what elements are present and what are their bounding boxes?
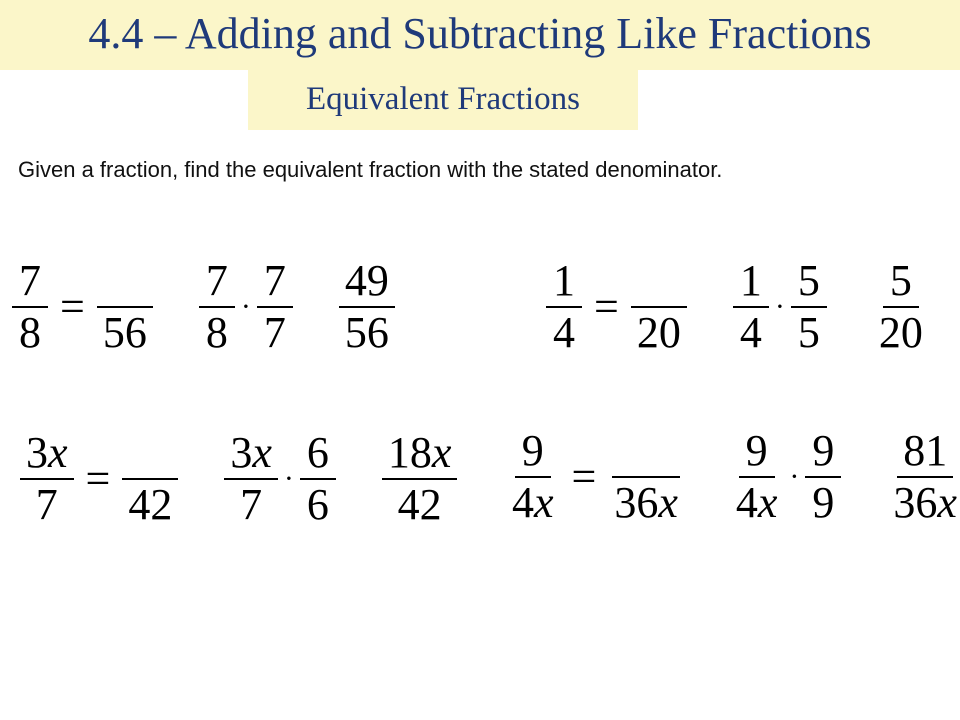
denominator: 4 [553, 308, 575, 357]
answer-fraction [382, 428, 458, 530]
multiplier-fraction [257, 256, 293, 358]
blank-numerator [122, 428, 178, 480]
numerator: 9 [739, 426, 775, 478]
given-fraction [546, 256, 582, 358]
denominator: 36x [893, 478, 957, 527]
denominator: 42 [397, 480, 442, 529]
given-fraction [224, 428, 278, 530]
numerator: 49 [339, 256, 395, 308]
target-fraction [631, 256, 687, 358]
given-fraction [733, 256, 769, 358]
denominator: 4x [735, 478, 778, 527]
blank-numerator [97, 256, 153, 308]
answer-fraction [339, 256, 395, 358]
denominator: 7 [263, 308, 286, 357]
given-fraction [730, 426, 784, 528]
numerator: 1 [733, 256, 769, 308]
denominator: 20 [878, 308, 923, 357]
denominator: 7 [35, 480, 58, 529]
numerator: 1 [546, 256, 582, 308]
denominator: 4 [739, 308, 762, 357]
multiplier-fraction [300, 428, 336, 530]
numerator: 7 [199, 256, 235, 308]
denominator: 36x [614, 478, 678, 527]
denominator: 6 [306, 480, 329, 529]
numerator: 9 [515, 426, 551, 478]
given-fraction [12, 256, 48, 358]
target-fraction [608, 426, 684, 528]
numerator: 7 [12, 256, 48, 308]
denominator: 5 [797, 308, 820, 357]
equals-sign: = [60, 282, 85, 331]
blank-numerator [612, 426, 680, 478]
numerator: 7 [257, 256, 293, 308]
equals-sign: = [571, 452, 597, 501]
given-fraction [506, 426, 560, 528]
instructions-text: Given a fraction, find the equivalent fraction with the stated denominator. [18, 157, 723, 182]
given-fraction [199, 256, 235, 358]
numerator: 6 [300, 428, 336, 480]
denominator: 8 [19, 308, 41, 357]
equation-row [12, 256, 395, 358]
numerator: 9 [805, 426, 841, 478]
numerator: 18x [382, 428, 458, 480]
answer-fraction [873, 256, 929, 358]
denominator: 9 [812, 478, 835, 527]
numerator: 5 [883, 256, 919, 308]
denominator: 7 [240, 480, 263, 529]
denominator: 56 [102, 308, 147, 357]
target-fraction [122, 428, 178, 530]
denominator: 20 [636, 308, 681, 357]
numerator: 3x [224, 428, 278, 480]
denominator: 56 [344, 308, 389, 357]
numerator: 5 [791, 256, 827, 308]
multiplier-fraction [805, 426, 841, 528]
equation-row [506, 426, 960, 528]
multiply-dot: · [789, 460, 800, 493]
slide-title: 4.4 – Adding and Subtracting Like Fractions [88, 9, 872, 58]
given-fraction [20, 428, 74, 530]
denominator: 8 [205, 308, 228, 357]
multiply-dot: · [240, 290, 251, 323]
denominator: 4x [512, 478, 554, 527]
equation-row [546, 256, 929, 358]
target-fraction [97, 256, 153, 358]
multiply-dot: · [774, 290, 785, 323]
blank-numerator [631, 256, 687, 308]
slide-subtitle: Equivalent Fractions [305, 81, 581, 117]
numerator: 3x [20, 428, 74, 480]
subtitle-box [248, 68, 638, 130]
multiply-dot: · [283, 462, 294, 495]
equation-row [20, 428, 457, 530]
multiplier-fraction [791, 256, 827, 358]
equals-sign: = [85, 454, 111, 503]
numerator: 81 [897, 426, 953, 478]
equals-sign: = [594, 282, 619, 331]
title-bar [0, 0, 960, 70]
answer-fraction [887, 426, 960, 528]
denominator: 42 [128, 480, 173, 529]
